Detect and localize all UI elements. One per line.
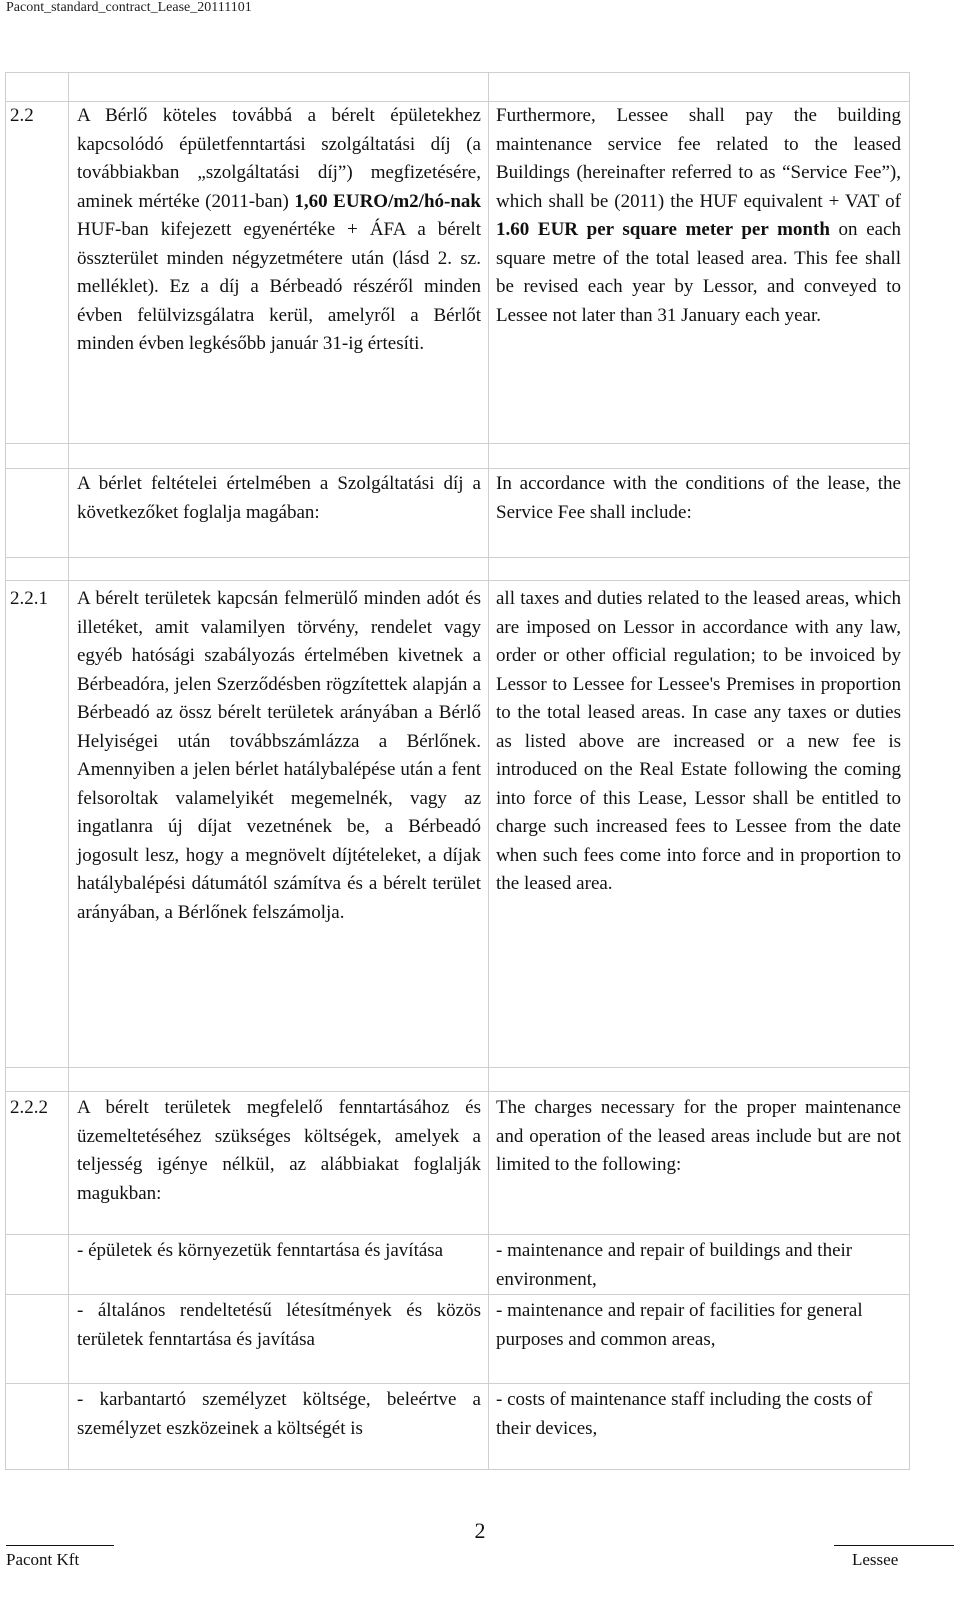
clause-en-text: Furthermore, Lessee shall pay the building maintenance service fee related to the leased Buildings (hereinafter referred to as “Service Fee”), which shall be (2011) the HUF equivalent + VAT of 1.60 EUR per square meter per month on each square metre of the total leased area. This fee shall be revised each year by Lessor, and conveyed to Lessee not later than 31 January each year. [496, 105, 901, 326]
clause-hu-text: A bérlet feltételei értelmében a Szolgáltatási díj a következőket foglalja magában: [77, 473, 481, 523]
clause-number: 2.2.2 [10, 1097, 48, 1118]
bullet-item-hu: - általános rendeltetésű létesítmények és közös területek fenntartása és javítása [77, 1300, 481, 1350]
signature-line-right [834, 1545, 954, 1546]
clause-hu-text: A bérelt területek megfelelő fenntartásához és üzemeltetéséhez szükséges költségek, amelyek a teljesség igénye nélkül, az alábbiakat foglalják magukban: [77, 1097, 481, 1204]
clause-number: 2.2 [10, 105, 34, 126]
bullet-item-en: - maintenance and repair of buildings and their environment, [496, 1240, 853, 1290]
page-number: 2 [474, 1518, 486, 1543]
bullet-item-hu: - épületek és környezetük fenntartása és javítása [77, 1240, 444, 1261]
clause-number: 2.2.1 [10, 588, 48, 609]
footer-party-right: Lessee [852, 1550, 899, 1569]
footer-party-left: Pacont Kft [6, 1550, 80, 1569]
clause-en-text: The charges necessary for the proper maintenance and operation of the leased areas include but are not limited to the following: [496, 1097, 901, 1175]
clause-en-text: In accordance with the conditions of the lease, the Service Fee shall include: [496, 473, 901, 523]
signature-line-left [6, 1545, 114, 1546]
bullet-item-en: - maintenance and repair of facilities for general purposes and common areas, [496, 1300, 863, 1350]
bullet-item-hu: - karbantartó személyzet költsége, beleértve a személyzet eszközeinek a költségét is [77, 1389, 481, 1439]
bullet-item-en: - costs of maintenance staff including the costs of their devices, [496, 1389, 873, 1439]
clause-en-text: all taxes and duties related to the leased areas, which are imposed on Lessor in accordance with any law, order or other official regulation; to be invoiced by Lessor to Lessee for Lessee's Premises in proportion to the total leased areas. In case any taxes or duties as listed above are increased or a new fee is introduced on the Real Estate following the coming into force of this Lease, Lessor shall be entitled to charge such increased fees to Lessee from the date when such fees come into force and in proportion to the leased area. [496, 588, 901, 894]
clause-hu-text: A bérelt területek kapcsán felmerülő minden adót és illetéket, amit valamilyen törvény, rendelet vagy egyéb hatósági szabályozás értelmében kivetnek a Bérbeadóra, jelen Szerződésben rögzítettek alapján a Bérbeadó az össz bérelt területek arányában a Bérlő Helyiségei után továbbszámlázza a Bérlőnek. Amennyiben a jelen bérlet hatálybalépése után a fent felsoroltak valamelyikét megemelnék, vagy az ingatlanra új díjat vezetnének be, a Bérbeadó jogosult lesz, hogy a megnövelt díjtételeket, a díjak hatálybalépési dátumától számítva és a bérelt terület arányában, a Bérlőnek felszámolja. [77, 588, 481, 923]
document-title: Pacont_standard_contract_Lease_20111101 [6, 0, 252, 15]
clause-hu-text: A Bérlő köteles továbbá a bérelt épületekhez kapcsolódó épületfenntartási szolgáltatási díj (a továbbiakban „szolgáltatási díj”) megfizetésére, aminek mértéke (2011-ban) 1,60 EURO/m2/hó-nak HUF-ban kifejezett egyenértéke + ÁFA a bérelt összterület minden négyzetmétere után (lásd 2. sz. melléklet). Ez a díj a Bérbeadó részéről minden évben felülvizsgálatra kerül, amelyről a Bérlőt minden évben legkésőbb január 31-ig értesíti. [77, 105, 481, 354]
